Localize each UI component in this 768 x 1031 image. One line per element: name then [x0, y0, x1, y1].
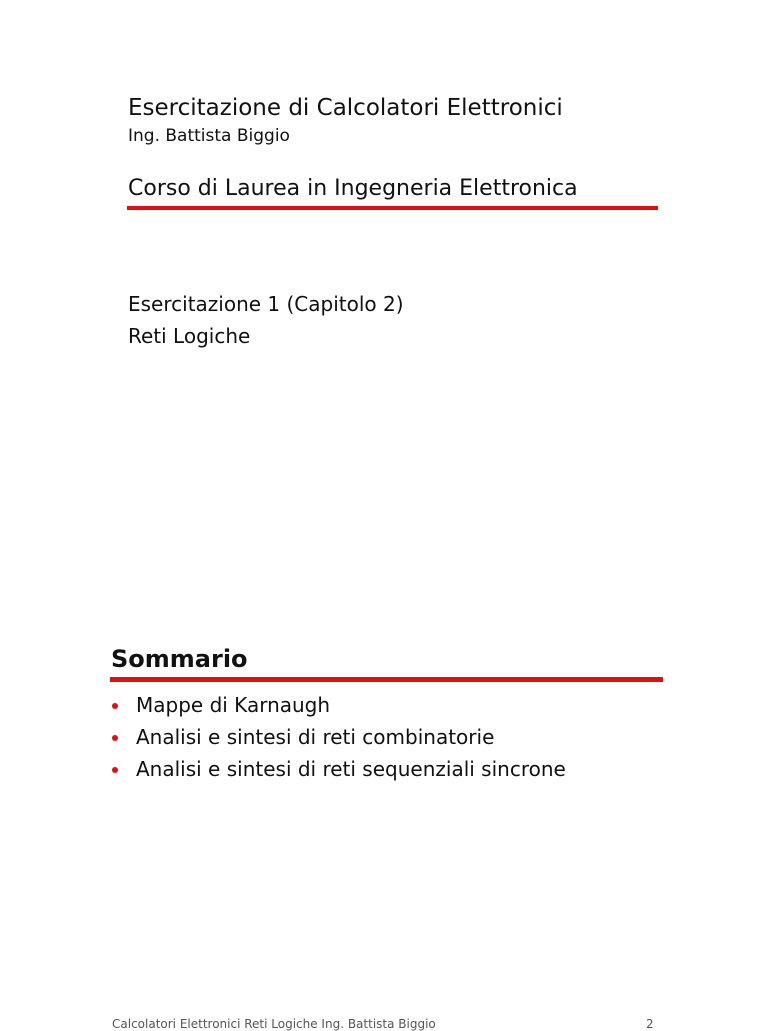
summary-item	[110, 756, 566, 788]
summary-heading: Sommario	[111, 645, 248, 673]
exercise-title: Esercitazione 1 (Capitolo 2)	[128, 292, 404, 316]
summary-item-label: Analisi e sintesi di reti combinatorie	[136, 725, 495, 749]
summary-list	[110, 692, 566, 788]
instructor-name: Ing. Battista Biggio	[128, 126, 290, 146]
bullet-icon	[112, 735, 118, 741]
exercise-topic: Reti Logiche	[128, 324, 251, 348]
bullet-icon	[112, 703, 118, 709]
title-divider	[127, 206, 658, 210]
summary-item-label: Mappe di Karnaugh	[136, 693, 331, 717]
bullet-icon	[112, 767, 118, 773]
degree-program: Corso di Laurea in Ingegneria Elettronica	[128, 176, 578, 201]
summary-divider	[110, 677, 663, 682]
course-title: Esercitazione di Calcolatori Elettronici	[128, 95, 563, 121]
summary-item	[110, 692, 566, 724]
summary-item-label: Analisi e sintesi di reti sequenziali sincrone	[136, 757, 566, 781]
footer-text: Calcolatori Elettronici Reti Logiche Ing. Battista Biggio	[112, 1017, 436, 1031]
summary-item	[110, 724, 566, 756]
page-number: 2	[646, 1017, 654, 1031]
